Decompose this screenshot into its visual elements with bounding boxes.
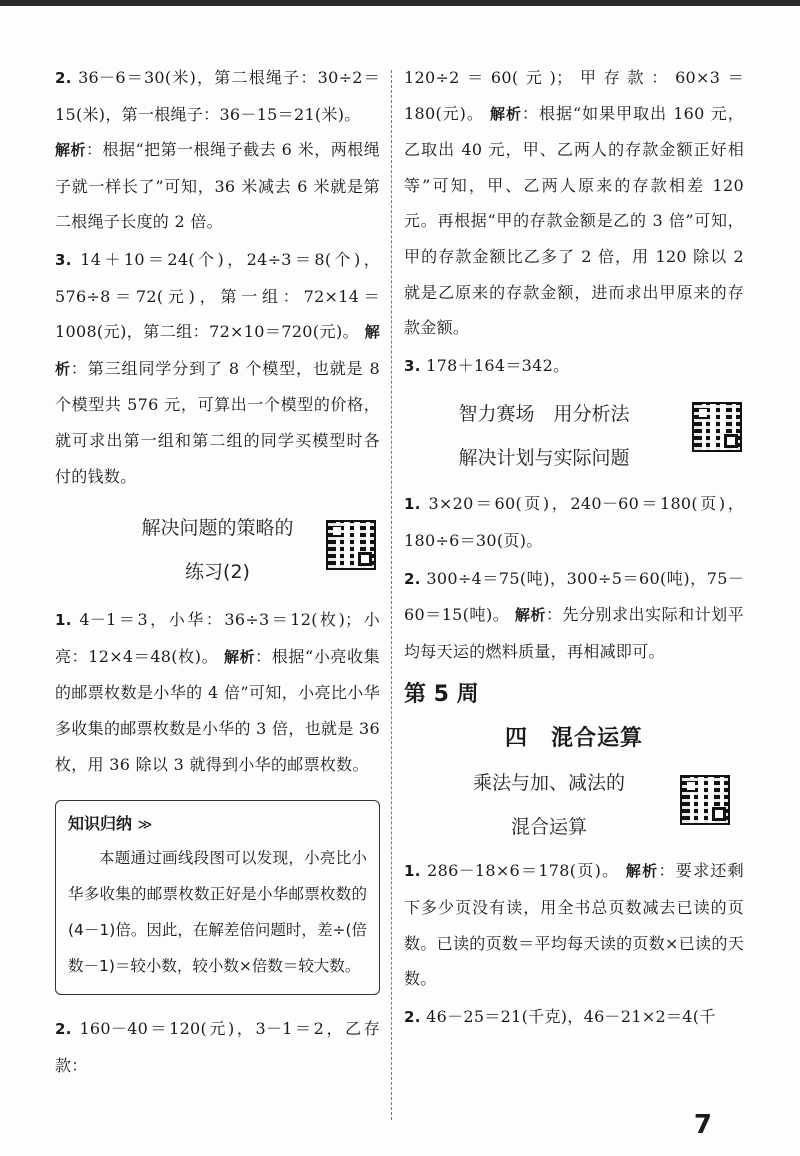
answer-item-3: [55, 242, 380, 494]
item-text: 14＋10＝24(个)，24÷3＝8(个)，576÷8＝72(元)，第一组：72×14＝1008(元)，第二组：72×10＝720(元)。: [55, 249, 380, 342]
item-text: 120÷2＝60(元)；甲存款：60×3＝180(元)。: [404, 68, 744, 123]
answer-item-1: [55, 602, 380, 782]
chapter-title: 四 混合运算: [504, 726, 643, 752]
section-title-line-1: 乘法与加、减法的: [472, 772, 625, 795]
section-heading-analysis-method: [404, 392, 744, 480]
section-title-line-1: 智力赛场 用分析法: [458, 403, 630, 426]
page-number: 7: [693, 1110, 712, 1140]
answer-item-1: [404, 486, 744, 558]
item-number: 1.: [404, 862, 421, 881]
answer-item-2-continued: [404, 60, 744, 346]
right-column: [404, 60, 744, 1035]
top-edge-bar: [0, 0, 800, 6]
double-chevron-right-icon: ≫: [137, 817, 153, 834]
item-text: 36－6＝30(米)，第二根绳子：30÷2＝15(米)，第一根绳子：36－15＝21(米)。: [55, 68, 380, 124]
section-title-line-2: 解决计划与实际问题: [458, 447, 630, 470]
item-text: 178＋164＝342。: [426, 355, 570, 375]
knowledge-title-text: 知识归纳: [68, 814, 133, 834]
answer-item-2: [55, 60, 380, 132]
left-column: [55, 60, 380, 1083]
answer-item-3: [404, 348, 744, 385]
knowledge-summary-box: [55, 800, 380, 995]
analysis-text: ：要求还剩下多少页没有读，用全书总页数减去已读的页数。已读的页数＝平均每天读的页数×已读的天数。: [404, 861, 744, 989]
analysis-label: 解析: [55, 323, 381, 378]
item-text: 300÷4＝75(吨)，300÷5＝60(吨)，75－60＝15(吨)。: [404, 568, 744, 625]
item-number: 2.: [55, 69, 72, 87]
section-heading-strategy-practice: [55, 506, 380, 594]
analysis-text: ：第三组同学分到了 8 个模型，也就是 8 个模型共 576 元，可算出一个模型的价格，就可求出第一组和第二组的同学买模型时各付的钱数。: [55, 358, 380, 486]
analysis-item-2: [55, 132, 380, 240]
analysis-text: ：根据“小亮收集的邮票枚数是小华的 4 倍”可知，小亮比小华多收集的邮票枚数是小华的 3 倍，也就是 36 枚，用 36 除以 3 就得到小华的邮票枚数。: [55, 646, 380, 774]
column-divider: [391, 70, 392, 1120]
qr-code-icon[interactable]: [680, 775, 730, 825]
item-text: 160－40＝120(元)，3－1＝2，乙存款：: [55, 1019, 380, 1075]
knowledge-body: 本题通过画线段图可以发现，小亮比小华多收集的邮票枚数正好是小华邮票枚数的(4－1)倍。因此，在解差倍问题时，差÷(倍数－1)＝较小数，较小数×倍数＝较大数。: [68, 849, 367, 976]
analysis-label: 解析: [490, 104, 522, 123]
item-number: 1.: [55, 611, 72, 630]
item-number: 2.: [404, 569, 421, 588]
analysis-label: 解析: [625, 862, 659, 881]
week-label: 第 5 周: [404, 682, 479, 708]
item-text: 286－18×6＝178(页)。: [427, 861, 620, 881]
analysis-text: ：先分别求出实际和计划平均每天运的燃料质量，再相减即可。: [404, 605, 745, 661]
answer-item-1b: [404, 853, 744, 996]
item-number: 2.: [404, 1007, 421, 1026]
analysis-label: 解析: [223, 647, 256, 666]
analysis-label: 解析: [514, 606, 546, 625]
qr-code-icon[interactable]: [692, 402, 742, 452]
analysis-text: ：根据“如果甲取出 160 元，乙取出 40 元，甲、乙两人的存款金额正好相等”可知，甲、乙两人原来的存款相差 120 元。再根据“甲的存款金额是乙的 3 倍”可知，甲的存款金额比乙多了 2 倍，用 120 除以 2 就是乙原来的存款金额，进而求出甲原来的存款金额。: [404, 103, 745, 338]
item-number: 3.: [404, 356, 421, 375]
item-number: 3.: [55, 250, 72, 269]
item-text: 46－25＝21(千克)，46－21×2＝4(千: [426, 1006, 716, 1026]
answer-item-2b: [404, 999, 744, 1036]
section-title-line-2: 混合运算: [510, 816, 587, 839]
answer-item-2b: [55, 1011, 380, 1083]
item-text: 3×20＝60(页)，240－60＝180(页)，180÷6＝30(页)。: [404, 494, 745, 550]
knowledge-title: [68, 809, 367, 840]
analysis-label: 解析: [55, 141, 86, 160]
item-text: 4－1＝3，小华：36÷3＝12(枚)；小亮：12×4＝48(枚)。: [55, 610, 380, 666]
section-title-line-2: 练习(2): [185, 561, 250, 584]
section-title-line-1: 解决问题的策略的: [141, 517, 294, 540]
answer-item-2: [404, 561, 744, 670]
qr-code-icon[interactable]: [326, 520, 376, 570]
section-heading-mixed-operations: [404, 761, 744, 849]
item-number: 2.: [55, 1020, 72, 1039]
analysis-text: ：根据“把第一根绳子截去 6 米，两根绳子就一样长了”可知，36 米减去 6 米就是第二根绳子长度的 2 倍。: [55, 140, 380, 232]
item-number: 1.: [404, 495, 421, 514]
